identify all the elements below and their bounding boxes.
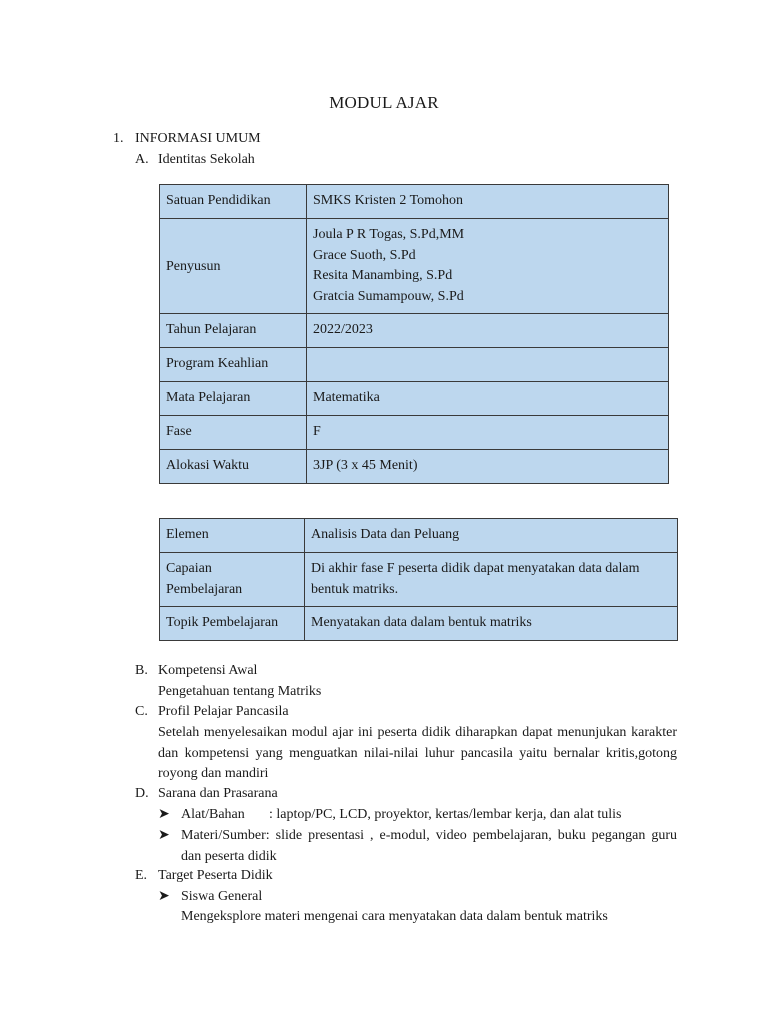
table-row xyxy=(160,519,678,553)
table-row xyxy=(160,219,669,314)
section-1-heading: INFORMASI UMUM xyxy=(135,131,261,146)
row-value: 3JP (3 x 45 Menit) xyxy=(307,450,669,484)
document-title: MODUL AJAR xyxy=(329,93,439,112)
table-row xyxy=(160,450,669,484)
row-label: Tahun Pelajaran xyxy=(160,314,307,348)
tools-text: : laptop/PC, LCD, proyektor, kertas/lembar kerja, dan alat tulis xyxy=(269,807,622,822)
section-b-text: Pengetahuan tentang Matriks xyxy=(158,684,322,699)
author-name: Gratcia Sumampouw, S.Pd xyxy=(313,288,464,304)
value-line: bentuk matriks. xyxy=(311,581,399,597)
section-e-letter: E. xyxy=(135,868,148,883)
table-row xyxy=(160,185,669,219)
arrow-bullet-icon: ➤ xyxy=(158,889,170,904)
section-a-heading: Identitas Sekolah xyxy=(158,152,255,167)
row-label: Penyusun xyxy=(160,219,307,314)
row-value: SMKS Kristen 2 Tomohon xyxy=(307,185,669,219)
row-value: Matematika xyxy=(307,382,669,416)
table-row xyxy=(160,416,669,450)
row-value: Analisis Data dan Peluang xyxy=(305,519,678,553)
tools-key: Alat/Bahan xyxy=(181,807,245,822)
learning-element-table xyxy=(159,518,678,641)
label-line: Pembelajaran xyxy=(166,581,243,597)
row-label xyxy=(160,553,305,607)
section-d-heading: Sarana dan Prasarana xyxy=(158,786,278,801)
section-c-letter: C. xyxy=(135,704,148,719)
materials-item: Materi/Sumber: slide presentasi , e-modul, video pembelajaran, buku pegangan guru dan peserta didik xyxy=(181,828,677,864)
target-bullet: Siswa General xyxy=(181,889,263,904)
section-c-heading: Profil Pelajar Pancasila xyxy=(158,704,289,719)
row-value: F xyxy=(307,416,669,450)
table-row xyxy=(160,314,669,348)
row-label: Program Keahlian xyxy=(160,348,307,382)
row-value: Menyatakan data dalam bentuk matriks xyxy=(305,607,678,641)
row-label: Elemen xyxy=(160,519,305,553)
section-b-heading: Kompetensi Awal xyxy=(158,663,258,678)
table-row xyxy=(160,348,669,382)
row-value xyxy=(305,553,678,607)
arrow-bullet-icon: ➤ xyxy=(158,828,170,843)
author-name: Grace Suoth, S.Pd xyxy=(313,247,416,263)
target-text: Mengeksplore materi mengenai cara menyatakan data dalam bentuk matriks xyxy=(181,909,608,924)
arrow-bullet-icon: ➤ xyxy=(158,807,170,822)
label-line: Capaian xyxy=(166,561,212,576)
row-label: Topik Pembelajaran xyxy=(160,607,305,641)
row-label: Mata Pelajaran xyxy=(160,382,307,416)
section-a-letter: A. xyxy=(135,152,149,167)
row-value xyxy=(307,348,669,382)
table-row xyxy=(160,607,678,641)
value-line: Di akhir fase F peserta didik dapat menyatakan data dalam xyxy=(311,561,640,576)
table-row xyxy=(160,553,678,607)
author-name: Joula P R Togas, S.Pd,MM xyxy=(313,227,465,242)
row-label: Fase xyxy=(160,416,307,450)
row-label: Alokasi Waktu xyxy=(160,450,307,484)
section-d-letter: D. xyxy=(135,786,149,801)
section-b-letter: B. xyxy=(135,663,148,678)
section-e-heading: Target Peserta Didik xyxy=(158,868,273,883)
row-value: 2022/2023 xyxy=(307,314,669,348)
table-row xyxy=(160,382,669,416)
row-value xyxy=(307,219,669,314)
author-name: Resita Manambing, S.Pd xyxy=(313,268,453,283)
section-c-paragraph: Setelah menyelesaikan modul ajar ini peserta didik diharapkan dapat menunjukan karakter dan kompetensi yang menguatkan nilai-nilai luhur pancasila yaitu bernalar kritis,gotong royong dan mandiri xyxy=(158,725,677,781)
row-label: Satuan Pendidikan xyxy=(160,185,307,219)
school-identity-table xyxy=(159,184,669,484)
tools-item xyxy=(181,805,621,826)
section-1-number: 1. xyxy=(113,131,124,146)
